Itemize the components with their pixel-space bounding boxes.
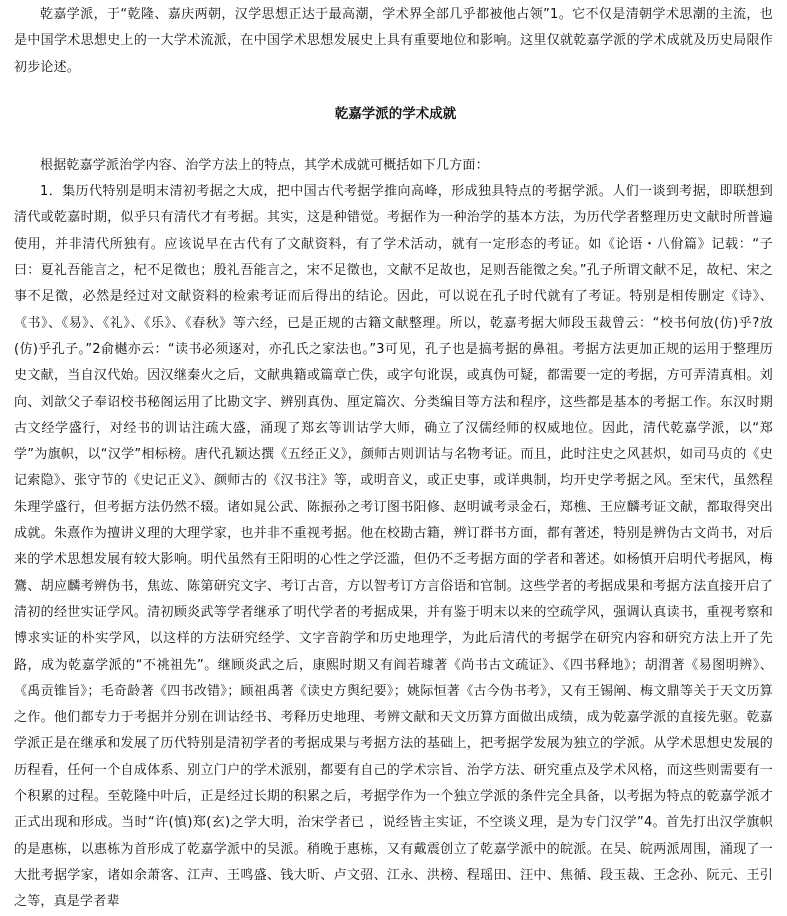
point-1-paragraph: 1．集历代特别是明末清初考据之大成，把中国古代考据学推向高峰，形成独具特点的考据学派。人们一谈到考据，即联想到清代或乾嘉时期，似乎只有清代才有考据。其实，这是种错觉。考据作为一种治学的基本方法，为历代学者整理历史文献时所普遍使用，并非清代所独有。应该说早在古代有了文献资料，有了学术活动，就有一定形态的考证。如《论语・八佾篇》记载：“子曰：夏礼吾能言之，杞不足徵也；殷礼吾能言之，宋不足徵也，文献不足故也，足则吾能徵之矣。”孔子所谓文献不足，故杞、宋之事不足徵，必然是经过对文献资料的检索考证而后得出的结论。因此，可以说在孔子时代就有了考证。特别是相传删定《诗》、《书》、《易》、《礼》、《乐》、《春秋》等六经，已是正规的古籍文献整理。所以，乾嘉考据大师段玉裁曾云：“校书何放(仿)乎?放(仿)乎孔子。”2俞樾亦云：“读书必须逐对，亦孔氏之家法也。”3可见，孔子也是搞考据的鼻祖。考据方法更加正规的运用于整理历史文献，当自汉代始。因汉继秦火之后，文献典籍或篇章亡佚，或字句讹误，或真伪可疑，都需要一定的考据，方可弄清真相。刘向、刘歆父子奉诏校书秘阁运用了比勘文字、辨别真伪、厘定篇次、分类编目等方法和程序，这些都是基本的考据工作。东汉时期古文经学盛行，对经书的训诂注疏大盛，涌现了郑玄等训诂学大师，确立了汉儒经师的权威地位。因此，清代乾嘉学派，以“郑学”为旗帜，以“汉学”相标榜。唐代孔颖达撰《五经正义》，颜师古则训诂与名物考证。而且，此时注史之风甚炽，如司马贞的《史记索隐》、张守节的《史记正义》、颜师古的《汉书注》等，或明音义，或正史事，或详典制，均开史学考据之风。至宋代，虽然程朱理学盛行，但考据方法仍然不辍。诸如晁公武、陈振孙之考订图书阳修、赵明诚考录金石，郑樵、王应麟考证文献，都取得突出成就。朱熹作为擅讲义理的大理学家，也并非不重视考据。他在校勘古籍，辨订群书方面，都有著述，特别是辨伪古文尚书，对后来的学术思想发展有较大影响。明代虽然有王阳明的心性之学泛滥，但仍不乏考据方面的学者和著述。如杨慎开启明代考据风，梅鷟、胡应麟考辨伪书，焦竑、陈第研究文字、考订古音，方以智考订方言俗语和官制。这些学者的考据成果和考据方法直接开启了清初的经世实证学风。清初顾炎武等学者继承了明代学者的考据成果，并有鉴于明末以来的空疏学风，强调认真读书，重视考察和博求实证的朴实学风，以这样的方法研究经学、文字音韵学和历史地理学，为此后清代的考据学在研究内容和研究方法上开了先路，成为乾嘉学派的“不祧祖先”。继顾炎武之后，康熙时期又有阎若璩著《尚书古文疏证》、《四书释地》；胡渭著《易图明辨》、《禹贡锥旨》；毛奇龄著《四书改错》；顾祖禹著《读史方舆纪要》；姚际恒著《古今伪书考》，又有王锡阐、梅文鼎等关于天文历算之作。他们都专力于考据并分别在训诂经书、考释历史地理、考辨文献和天文历算方面做出成绩，成为乾嘉学派的直接先驱。乾嘉学派正是在继承和发展了历代特别是清初学者的考据成果与考据方法的基础上，把考据学发展为独立的学派。从学术思想史发展的历程看，任何一个自成体系、别立门户的学术派别，都要有自己的学术宗旨、治学方法、研究重点及学术风格，而这些则需要有一个积累的过程。至乾隆中叶后，正是经过长期的积累之后，考据学作为一个独立学派的条件完全具备，以考据为特点的乾嘉学派才正式出现和形成。当时“许(慎)郑(玄)之学大明，治宋学者已 ，说经皆主实证，不空谈义理，是为专门汉学”4。首先打出汉学旗帜的是惠栋，以惠栋为首形成了乾嘉学派中的吴派。稍晚于惠栋，又有戴震创立了乾嘉学派中的皖派。在吴、皖两派周围，涌现了一大批考据学家，诸如余萧客、江声、王鸣盛、钱大昕、卢文弨、江永、洪榜、程瑶田、汪中、焦循、段玉裁、王念孙、阮元、王引之等，真是学者辈 bbox=[14, 184, 773, 910]
intro-paragraph: 乾嘉学派，于“乾隆、嘉庆两朝，汉学思想正达于最高潮，学术界全部几乎都被他占领”1。它不仅是清朝学术思潮的主流，也是中国学术思想史上的一大学术流派，在中国学术思想发展史上具有重要地位和影响。这里仅就乾嘉学派的学术成就及历史局限作初步论述。 bbox=[14, 7, 773, 75]
heading-spacer bbox=[14, 127, 773, 153]
lead-paragraph: 根据乾嘉学派治学内容、治学方法上的特点，其学术成就可概括如下几方面： bbox=[40, 157, 489, 173]
section-heading: 乾嘉学派的学术成就 bbox=[334, 105, 457, 122]
